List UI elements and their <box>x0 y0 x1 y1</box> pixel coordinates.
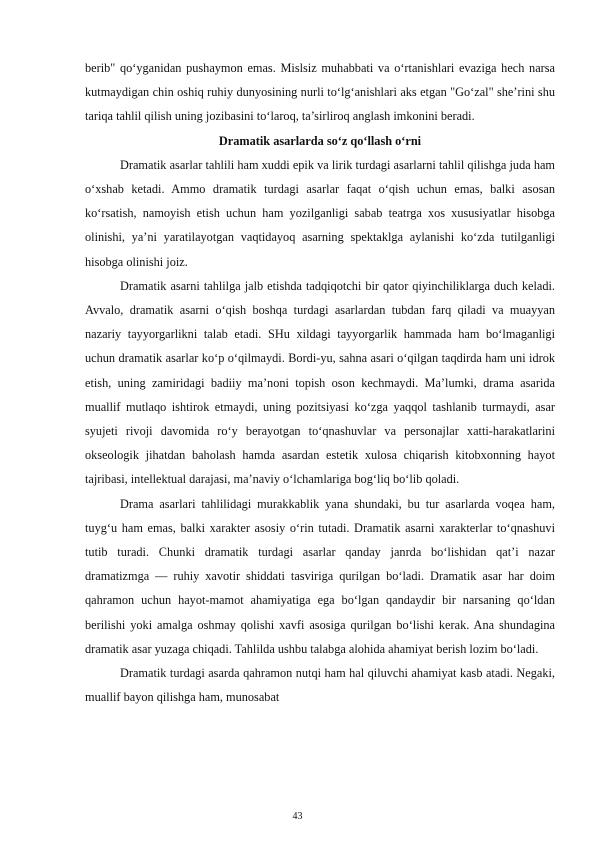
paragraph-3: Drama asarlari tahlilidagi murakkablik yana shundaki, bu tur asarlarda voqea ham, tuyg‘u ham emas, balki xarakter asosiy o‘rin tutadi. Dramatik asarni xarakterlar to‘qnashuvi tutib turadi. Chunki dramatik turdagi asarlar qanday janrda bo‘lishidan qat’i nazar dramatizmga — ruhiy xavotir shiddati tasviriga qurilgan bo‘ladi. Dramatik asar har doim qahramon uchun hayot-mamot ahamiyatiga ega bo‘lgan qandaydir bir narsaning qo‘ldan berilishi yoki amalga oshmay qolishi xavfi asosiga qurilgan bo‘lishi kerak. Ana shundagina dramatik asar yuzaga chiqadi. Tahlilda ushbu talabga alohida ahamiyat berish lozim bo‘ladi. <box>85 496 555 656</box>
page-number: 43 <box>292 811 303 822</box>
paragraph-4: Dramatik turdagi asarda qahramon nutqi ham hal qiluvchi ahamiyat kasb atadi. Negaki, muallif bayon qilishga ham, munosabat <box>85 666 555 705</box>
paragraph-1: Dramatik asarlar tahlili ham xuddi epik va lirik turdagi asarlarni tahlil qilishga juda ham o‘xshab ketadi. Ammo dramatik turdagi asarlar faqat o‘qish uchun emas, balki asosan ko‘rsatish, namoyish etish uchun ham yozilganligi sabab teatrga xos xususiyatlar hisobga olinishi, ya’ni yaratilayotgan vaqtidayoq asarning spektaklga aylanishi ko‘zda tutilganligi hisobga olinishi joiz. <box>85 157 555 269</box>
paragraph-continuation: berib" qo‘yganidan pushaymon emas. Mislsiz muhabbati va o‘rtanishlari evaziga hech narsa kutmaydigan chin oshiq ruhiy dunyosining nurli to‘lg‘anishlari aks etgan "Go‘zal" she’rini shu tariqa tahlil qilish uning jozibasini to‘laroq, ta’sirliroq anglash imkonini beradi. <box>85 61 555 124</box>
text-body <box>85 56 555 709</box>
section-heading: Dramatik asarlarda so‘z qo‘llash o‘rni <box>218 133 422 148</box>
paragraph-2: Dramatik asarni tahlilga jalb etishda tadqiqotchi bir qator qiyinchiliklarga duch keladi. Avvalo, dramatik asarni o‘qish boshqa turdagi asarlardan tubdan farq qiladi va muayyan nazariy tayyorgarlikni talab etadi. SHu xildagi tayyorgarlik hammada ham bo‘lmaganligi uchun dramatik asarlar ko‘p o‘qilmaydi. Bordi-yu, sahna asari o‘qilgan taqdirda ham uni idrok etish, uning zamiridagi badiiy ma’noni topish oson kechmaydi. Ma’lumki, drama asarida muallif mutlaqo ishtirok etmaydi, uning pozitsiyasi ko‘zga yaqqol tashlanib turmaydi, asar syujeti rivoji davomida ro‘y berayotgan to‘qnashuvlar va personajlar xatti-harakatlarini okseologik jihatdan baholash hamda asardan estetik xulosa chiqarish kitobxonning hayot tajribasi, intellektual darajasi, ma’naviy o‘lchamlariga bog‘liq bo‘lib qoladi. <box>85 278 555 487</box>
